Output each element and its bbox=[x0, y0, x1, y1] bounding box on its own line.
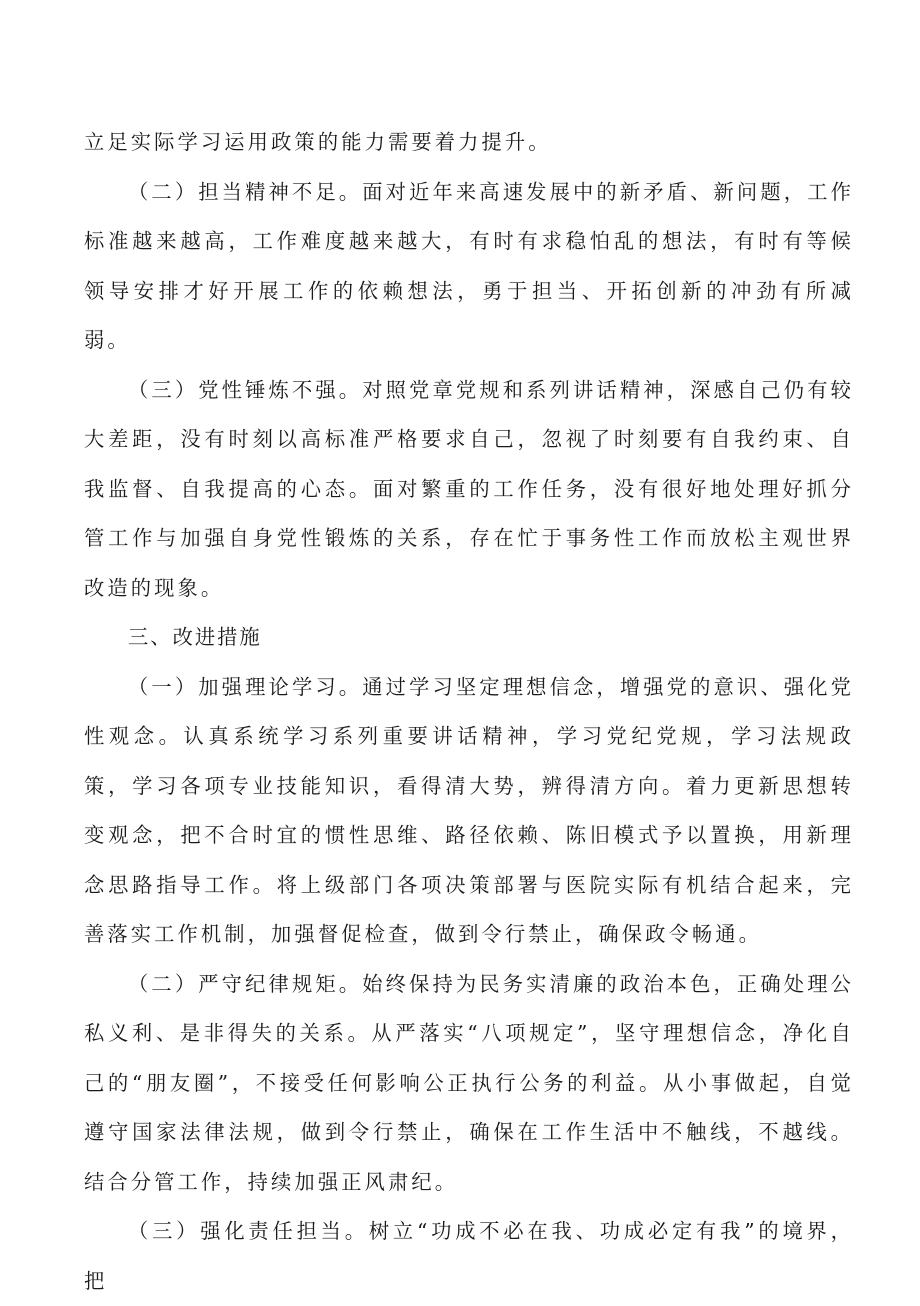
paragraph-continuation: 立足实际学习运用政策的能力需要着力提升。 bbox=[84, 130, 552, 154]
paragraph-responsibility-spirit: （二）担当精神不足。面对近年来高速发展中的新矛盾、新问题，工作标准越来越高，工作难度越来越大，有时有求稳怕乱的想法，有时有等候领导安排才好开展工作的依赖想法，勇于担当、开拓创新的冲劲有所减弱。 bbox=[84, 179, 854, 352]
document-body bbox=[84, 118, 854, 1306]
paragraph-discipline-rules: （二）严守纪律规矩。始终保持为民务实清廉的政治本色，正确处理公私义利、是非得失的关系。从严落实“八项规定”，坚守理想信念，净化自己的“朋友圈”，不接受任何影响公正执行公务的利益。从小事做起，自觉遵守国家法律法规，做到令行禁止，确保在工作生活中不触线，不越线。结合分管工作，持续加强正风肃纪。 bbox=[84, 971, 854, 1194]
paragraph-party-spirit: （三）党性锤炼不强。对照党章党规和系列讲话精神，深感自己仍有较大差距，没有时刻以高标准严格要求自己，忽视了时刻要有自我约束、自我监督、自我提高的心态。面对繁重的工作任务，没有很好地处理好抓分管工作与加强自身党性锻炼的关系，存在忙于事务性工作而放松主观世界改造的现象。 bbox=[84, 377, 854, 600]
paragraph-theory-study: （一）加强理论学习。通过学习坚定理想信念，增强党的意识、强化党性观念。认真系统学习系列重要讲话精神，学习党纪党规，学习法规政策，学习各项专业技能知识，看得清大势，辨得清方向。着力更新思想转变观念，把不合时宜的惯性思维、路径依赖、陈旧模式予以置换，用新理念思路指导工作。将上级部门各项决策部署与医院实际有机结合起来，完善落实工作机制，加强督促检查，做到令行禁止，确保政令畅通。 bbox=[84, 674, 854, 946]
paragraph-strengthen-responsibility: （三）强化责任担当。树立“功成不必在我、功成必定有我”的境界，把 bbox=[84, 1219, 854, 1293]
section-heading-improvement-measures: 三、改进措施 bbox=[128, 625, 262, 649]
